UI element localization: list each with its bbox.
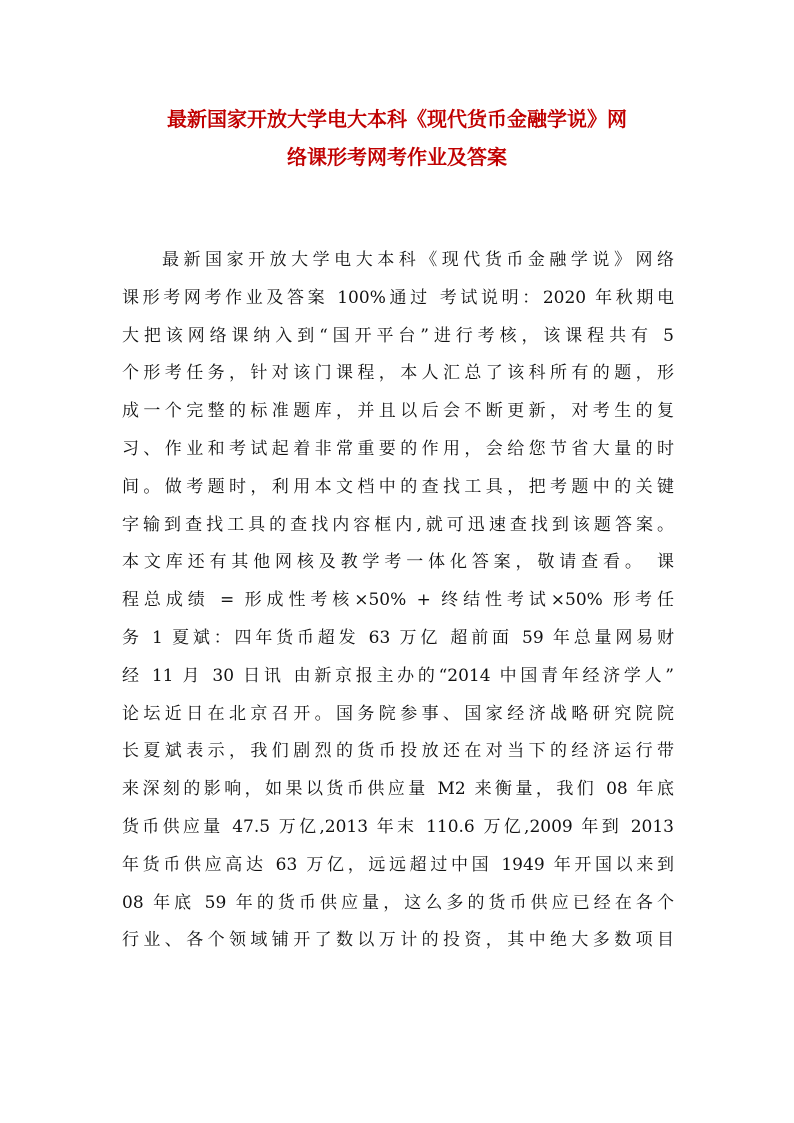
body-line: 行业、各个领域铺开了数以万计的投资，其中绝大多数项目 <box>122 930 674 951</box>
body-line: 个形考任务，针对该门课程，本人汇总了该科所有的题，形 <box>122 363 674 384</box>
title-line: 最新国家开放大学电大本科《现代货币金融学说》网 <box>167 107 627 131</box>
body-line: 来深刻的影响，如果以货币供应量 M2 来衡量，我们 08 年底 <box>122 779 674 800</box>
document-title <box>100 100 694 176</box>
document-body <box>122 242 674 960</box>
body-line: 课形考网考作业及答案 100%通过 考试说明：2020 年秋期电 <box>122 287 674 308</box>
body-line: 成一个完整的标准题库，并且以后会不断更新，对考生的复 <box>122 401 674 422</box>
body-line: 长夏斌表示，我们剧烈的货币投放还在对当下的经济运行带 <box>122 741 674 762</box>
body-line: 字输到查找工具的查找内容框内,就可迅速查找到该题答案。 <box>122 514 674 535</box>
title-line: 络课形考网考作业及答案 <box>287 145 507 169</box>
body-line: 大把该网络课纳入到“国开平台”进行考核，该课程共有 5 <box>122 325 674 346</box>
body-line: 本文库还有其他网核及教学考一体化答案，敬请查看。 课 <box>122 552 674 573</box>
body-line: 08 年底 59 年的货币供应量，这么多的货币供应已经在各个 <box>122 892 674 913</box>
body-line: 经 11 月 30 日讯 由新京报主办的“2014 中国青年经济学人” <box>122 665 674 686</box>
body-line: 年货币供应高达 63 万亿，远远超过中国 1949 年开国以来到 <box>122 854 674 875</box>
body-line: 货币供应量 47.5 万亿,2013 年末 110.6 万亿,2009 年到 2013 <box>122 816 674 837</box>
body-line: 间。做考题时，利用本文档中的查找工具，把考题中的关键 <box>122 476 674 497</box>
body-line: 习、作业和考试起着非常重要的作用，会给您节省大量的时 <box>122 438 674 459</box>
body-line: 论坛近日在北京召开。国务院参事、国家经济战略研究院院 <box>122 703 674 724</box>
body-line: 务 1 夏斌：四年货币超发 63 万亿 超前面 59 年总量网易财 <box>122 627 674 648</box>
body-line: 程总成绩 = 形成性考核×50% + 终结性考试×50% 形考任 <box>122 590 674 611</box>
body-line: 最新国家开放大学电大本科《现代货币金融学说》网络 <box>162 250 674 270</box>
